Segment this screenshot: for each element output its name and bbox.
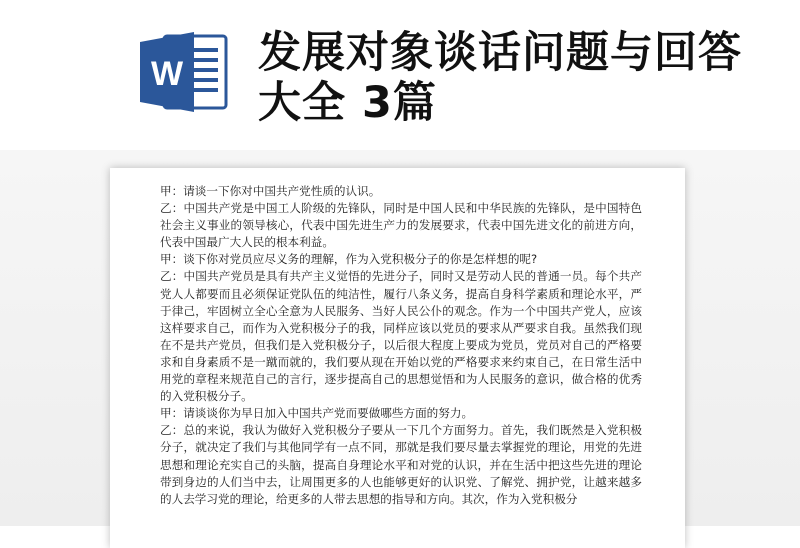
paragraph: 乙：中国共产党员是具有共产主义觉悟的先进分子，同时又是劳动人民的普通一员。每个共产党人人都要而且必须保证党队伍的纯洁性，履行八条义务，提高自身科学素质和理论水平，严于律己，牢固树立全心全意为人民服务、当好人民公仆的观念。作为一个中国共产党人，应该这样要求自己，而作为入党积极分子的我，同样应该以党员的要求从严要求自我。虽然我们现在不是共产党员，但我们是入党积极分子，以后很大程度上要成为党员，党员对自己的严格要求和自身素质不是一蹴而就的，我们要从现在开始以党的严格要求来约束自己，在日常生活中用党的章程来规范自己的言行，逐步提高自己的思想觉悟和为人民服务的意识，做合格的优秀的入党积极分子。 xyxy=(160,269,642,404)
page-title: 发展对象谈话问题与回答大全 3篇 xyxy=(258,28,742,128)
document-body xyxy=(160,183,642,508)
paragraph: 甲：请谈一下你对中国共产党性质的认识。 xyxy=(160,184,381,198)
header xyxy=(0,0,800,150)
paragraph: 甲：请谈谈你为早日加入中国共产党而要做哪些方面的努力。 xyxy=(160,406,474,421)
word-document-icon xyxy=(138,30,230,114)
paragraph: 甲：谈下你对党员应尽义务的理解，作为入党积极分子的你是怎样想的呢? xyxy=(160,252,538,267)
paragraph: 乙：总的来说，我认为做好入党积极分子要从一下几个方面努力。首先，我们既然是入党积极分子，就决定了我们与其他同学有一点不同，那就是我们要尽量去掌握党的理论，用党的先进思想和理论充实自己的头脑，提高自身理论水平和对党的认识，并在生活中把这些先进的理论带到身边的人们当中去，让周围更多的人也能够更好的认识党、了解党、拥护党，让越来越多的人去学习党的理论，给更多的人带去思想的指导和方向。其次，作为入党积极分 xyxy=(160,423,642,506)
paragraph: 乙：中国共产党是中国工人阶级的先锋队，同时是中国人民和中华民族的先锋队，是中国特色社会主义事业的领导核心，代表中国先进生产力的发展要求，代表中国先进文化的前进方向，代表中国最广大人民的根本利益。 xyxy=(160,201,642,250)
word-icon-letter: W xyxy=(150,55,184,93)
